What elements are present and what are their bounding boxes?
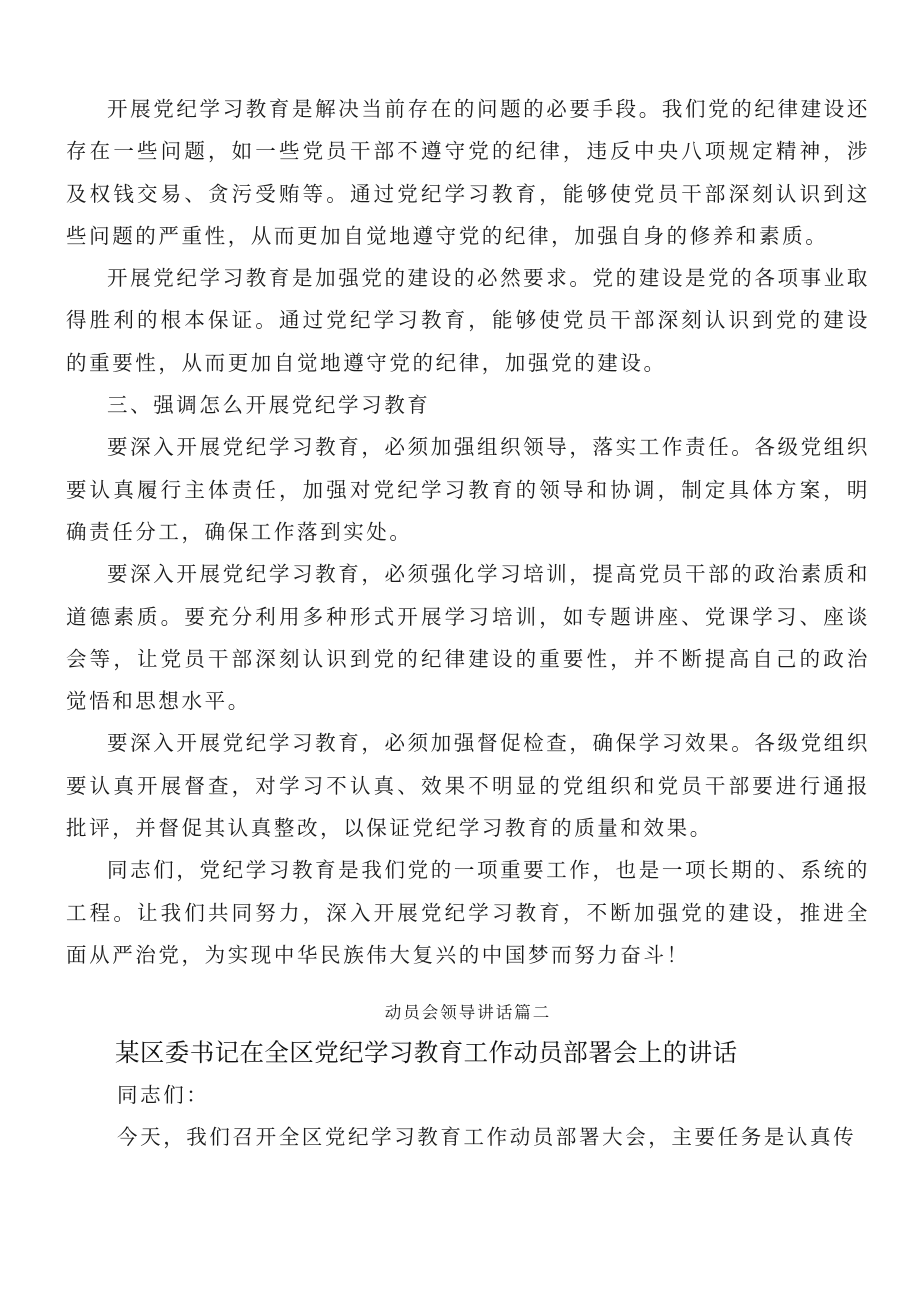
speech-title: 某区委书记在全区党纪学习教育工作动员部署会上的讲话 <box>115 1038 738 1068</box>
body-paragraph-2: 开展党纪学习教育是加强党的建设的必然要求。党的建设是党的各项事业取得胜利的根本保证。通过党纪学习教育，能够使党员干部深刻认识到党的建设的重要性，从而更加自觉地遵守党的纪律，加强党的建设。 <box>66 266 870 375</box>
body-paragraph-4: 要深入开展党纪学习教育，必须强化学习培训，提高党员干部的政治素质和道德素质。要充分利用多种形式开展学习培训，如专题讲座、党课学习、座谈会等，让党员干部深刻认识到党的纪律建设的重要性，并不断提高自己的政治觉悟和思想水平。 <box>66 562 870 714</box>
body-paragraph-1: 开展党纪学习教育是解决当前存在的问题的必要手段。我们党的纪律建设还存在一些问题，如一些党员干部不遵守党的纪律，违反中央八项规定精神，涉及权钱交易、贪污受贿等。通过党纪学习教育，能够使党员干部深刻认识到这些问题的严重性，从而更加自觉地遵守党的纪律，加强自身的修养和素质。 <box>66 97 870 248</box>
section-heading: 三、强调怎么开展党纪学习教育 <box>107 393 431 418</box>
body-paragraph-5: 要深入开展党纪学习教育，必须加强督促检查，确保学习效果。各级党组织要认真开展督查，对学习不认真、效果不明显的党组织和党员干部要进行通报批评，并督促其认真整改，以保证党纪学习教育的质量和效果。 <box>66 731 870 841</box>
closing-paragraph: 同志们，党纪学习教育是我们党的一项重要工作，也是一项长期的、系统的工程。让我们共同努力，深入开展党纪学习教育，不断加强党的建设，推进全面从严治党，为实现中华民族伟大复兴的中国梦而努力奋斗！ <box>66 858 870 967</box>
section-label: 动员会领导讲话篇二 <box>384 1003 552 1023</box>
salutation: 同志们： <box>117 1083 210 1108</box>
body-paragraph-3: 要深入开展党纪学习教育，必须加强组织领导，落实工作责任。各级党组织要认真履行主体责任，加强对党纪学习教育的领导和协调，制定具体方案，明确责任分工，确保工作落到实处。 <box>66 435 870 544</box>
opening-line: 今天，我们召开全区党纪学习教育工作动员部署大会，主要任务是认真传 <box>117 1125 857 1150</box>
